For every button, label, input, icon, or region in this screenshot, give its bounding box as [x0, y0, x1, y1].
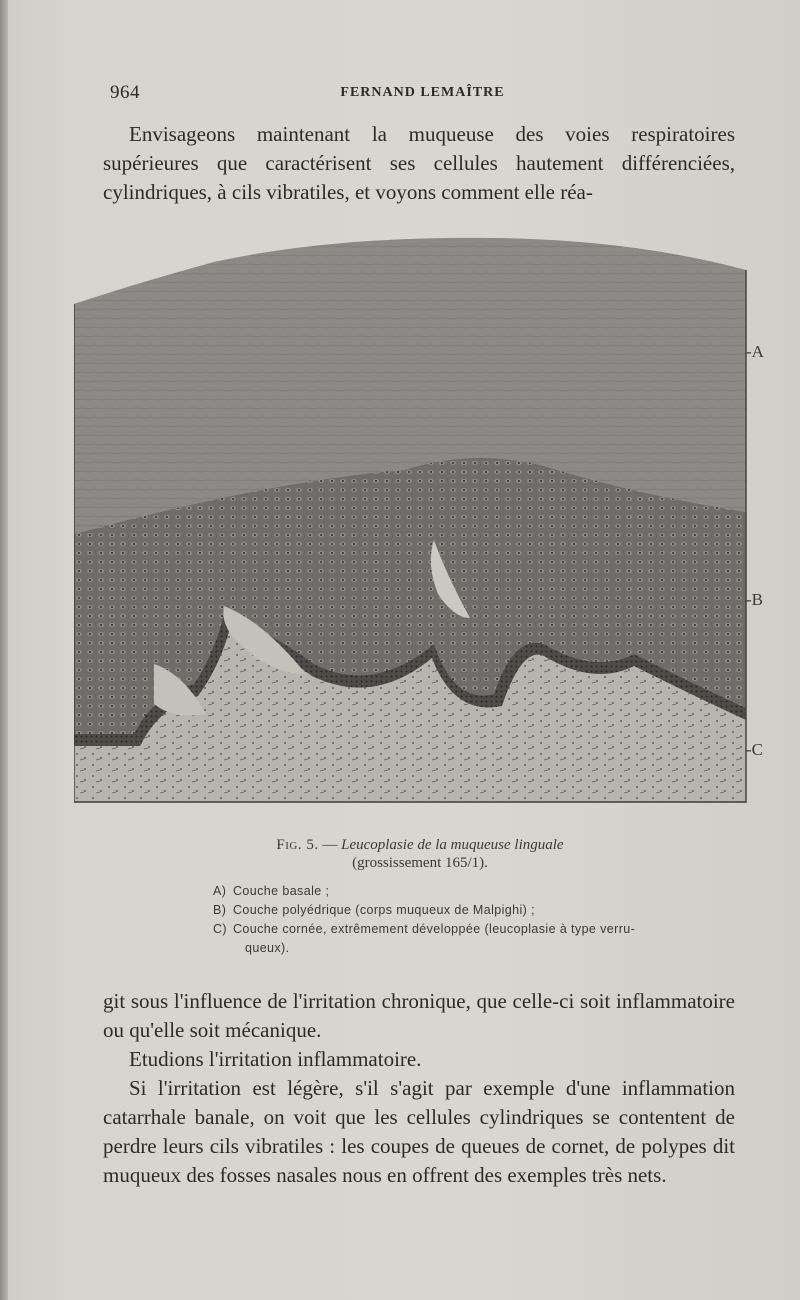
figure-title: Leucoplasie de la muqueuse linguale — [341, 837, 564, 853]
legend-text: Couche basale ; — [233, 884, 330, 898]
page-number: 964 — [110, 82, 140, 103]
layer-label-c: -C — [746, 740, 763, 759]
figure-caption — [200, 836, 640, 872]
legend-key: A) — [213, 884, 227, 898]
legend-key: C) — [213, 922, 227, 936]
legend-text: Couche cornée, extrêmement développée (leucoplasie à type verru- — [233, 922, 636, 936]
body-text-top — [103, 120, 735, 207]
caption-line-1 — [200, 836, 640, 854]
legend-item-b — [213, 901, 753, 920]
figure-legend — [213, 882, 753, 958]
legend-item-c — [213, 920, 753, 939]
legend-key: B) — [213, 903, 227, 917]
layer-label-b: -B — [746, 590, 763, 609]
histology-figure — [74, 234, 774, 806]
paragraph: Envisageons maintenant la muqueuse des voies respiratoires supérieures que caractérisent ses cellules hautement différenciées, cylindriques, à cils vibratiles, et voyons comment elle réa- — [103, 122, 735, 204]
legend-text: Couche polyédrique (corps muqueux de Malpighi) ; — [233, 903, 535, 917]
paragraph: Etudions l'irritation inflammatoire. — [129, 1047, 422, 1071]
running-title: FERNAND LEMAÎTRE — [340, 85, 505, 100]
legend-continuation: queux). — [245, 941, 290, 955]
layer-label-a: -A — [746, 342, 764, 361]
histology-illustration — [74, 234, 774, 806]
paragraph: Si l'irritation est légère, s'il s'agit par exemple d'une inflammation catarrhale banale, on voit que les cellules cylindriques se contentent de perdre leurs cils vibratiles : les coupes de queues de cornet, de polypes dit muqueux des fosses nasales nous en offrent des exemples très nets. — [103, 1076, 735, 1187]
figure-magnification: (grossissement 165/1). — [352, 855, 488, 871]
page-edge — [0, 0, 8, 1300]
paragraph: git sous l'influence de l'irritation chronique, que celle-ci soit inflammatoire ou qu'elle soit mécanique. — [103, 989, 735, 1042]
body-text-bottom — [103, 987, 735, 1190]
running-head — [110, 82, 735, 106]
caption-dash: — — [318, 837, 342, 853]
legend-item-a — [213, 882, 753, 901]
figure-number: Fig. 5. — [276, 837, 319, 853]
